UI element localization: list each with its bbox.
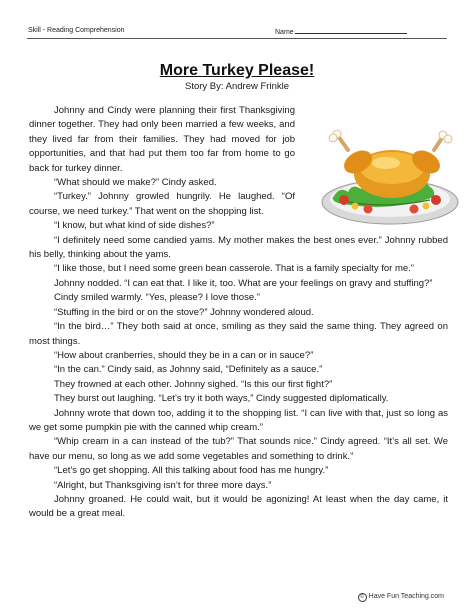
- paragraph: “Alright, but Thanksgiving isn’t for three more days.”: [54, 479, 272, 491]
- paragraph: They frowned at each other. Johnny sighed. “Is this our first fight?”: [54, 378, 333, 390]
- paragraph: “Let’s go get shopping. All this talking about food has me hungry.”: [54, 465, 329, 477]
- paragraph: “How about cranberries, should they be in a can or in sauce?”: [54, 349, 314, 361]
- paragraph: “In the can.” Cindy said, as Johnny said, “Definitely as a sauce.”: [54, 364, 323, 376]
- byline: Story By: Andrew Frinkle: [184, 81, 289, 92]
- copyright-icon: ©: [358, 593, 367, 602]
- paragraph: “Stuffing in the bird or on the stove?” Johnny wondered aloud.: [54, 306, 314, 318]
- paragraph: “In the bird…” They both said at once, smiling as they said the same thing. They agreed on most things.: [29, 321, 448, 347]
- paragraph: Johnny and Cindy were planning their first Thanksgiving dinner together. They had only been married a few weeks, and they lived far from their families. They had moved for job opportunities, and that had put them too far from home to go back for turkey dinner.: [29, 105, 295, 174]
- paragraph: “Turkey.” Johnny growled hungrily. He laughed. “Of course, we need turkey.” That went on the shopping list.: [29, 191, 295, 217]
- page-title: More Turkey Please!: [159, 62, 315, 79]
- paragraph: “I know, but what kind of side dishes?”: [54, 220, 215, 232]
- skill-label: Skill - Reading Comprehension: [28, 27, 125, 34]
- name-field[interactable]: [275, 27, 407, 36]
- paragraph: “I like those, but I need some green bean casserole. That is a family specialty for me.”: [54, 263, 414, 275]
- site-name: Have Fun Teaching.com: [368, 593, 444, 600]
- name-underline: [295, 27, 407, 34]
- paragraph: They burst out laughing. “Let’s try it both ways,” Cindy suggested diplomatically.: [54, 393, 389, 405]
- paragraph: “What should we make?” Cindy asked.: [54, 177, 217, 189]
- paragraph: “Whip cream in a can instead of the tub?” That sounds nice.” Cindy agreed. “It’s all set. We have our menu, so long as we add some vegetables and something to drink.”: [29, 436, 448, 462]
- paragraph: Johnny wrote that down too, adding it to the shopping list. “I can live with that, just so long as we get some pumpkin pie with the canned whip cream.”: [29, 407, 448, 433]
- paragraph: “I definitely need some candied yams. My mother makes the best ones ever.” Johnny rubbed his belly, thinking about the yams.: [29, 234, 448, 261]
- paragraph: Johnny nodded. “I can eat that. I like it, too. What are your feelings on gravy and stuffing?”: [54, 277, 433, 289]
- paragraph: Johnny groaned. He could wait, but it would be agonizing! At least when the day came, it would be a great meal.: [29, 493, 448, 520]
- story-text: [29, 104, 448, 522]
- footer-credit: [358, 593, 444, 602]
- name-label: Name: [275, 29, 294, 36]
- paragraph: Cindy smiled warmly. “Yes, please? I love those.”: [54, 292, 260, 304]
- header-divider: [27, 38, 447, 39]
